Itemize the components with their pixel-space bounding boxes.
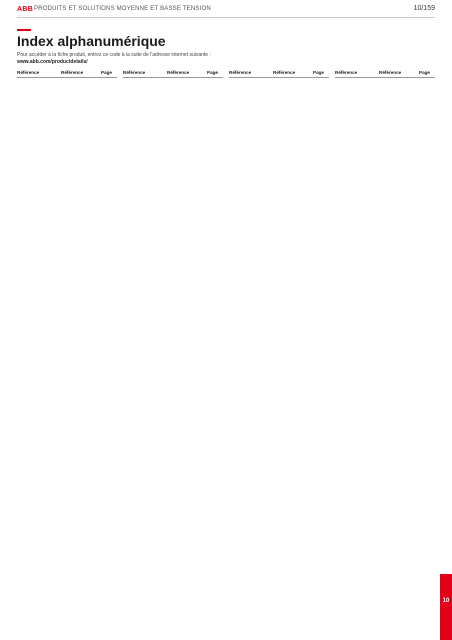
column-header xyxy=(17,70,117,78)
intro-url-link[interactable]: www.abb.com/productdetails/ xyxy=(17,58,88,65)
header-divider xyxy=(17,17,435,18)
column-header xyxy=(229,70,329,78)
page-header-cell: Page xyxy=(101,70,112,75)
index-columns xyxy=(17,70,435,630)
header-title: PRODUITS ET SOLUTIONS MOYENNE ET BASSE TENSION xyxy=(34,6,211,12)
intro-text xyxy=(17,52,317,65)
ref-header-2: Référence xyxy=(61,70,84,75)
page-header xyxy=(0,0,452,26)
ref-header: Référence xyxy=(335,70,358,75)
ref-header: Référence xyxy=(123,70,146,75)
index-column-4 xyxy=(335,70,435,630)
ref-header: Référence xyxy=(229,70,252,75)
title-accent-bar xyxy=(17,29,31,31)
chapter-side-number: 10 xyxy=(442,598,450,604)
index-column-1 xyxy=(17,70,117,630)
index-column-2 xyxy=(123,70,223,630)
abb-logo: ABB xyxy=(17,6,34,13)
page-header-cell: Page xyxy=(207,70,218,75)
ref-header: Référence xyxy=(17,70,40,75)
ref-header-2: Référence xyxy=(379,70,402,75)
index-column-3 xyxy=(229,70,329,630)
page-title: Index alphanumérique xyxy=(17,33,166,49)
column-header xyxy=(123,70,223,78)
chapter-side-tab xyxy=(440,574,452,640)
page-header-cell: Page xyxy=(419,70,430,75)
intro-sentence: Pour accéder à la fiche produit, entrez ce code à la suite de l'adresse internet suivante : xyxy=(17,52,211,58)
ref-header-2: Référence xyxy=(273,70,296,75)
page-header-cell: Page xyxy=(313,70,324,75)
ref-header-2: Référence xyxy=(167,70,190,75)
column-header xyxy=(335,70,435,78)
page-number: 10/159 xyxy=(413,5,435,12)
